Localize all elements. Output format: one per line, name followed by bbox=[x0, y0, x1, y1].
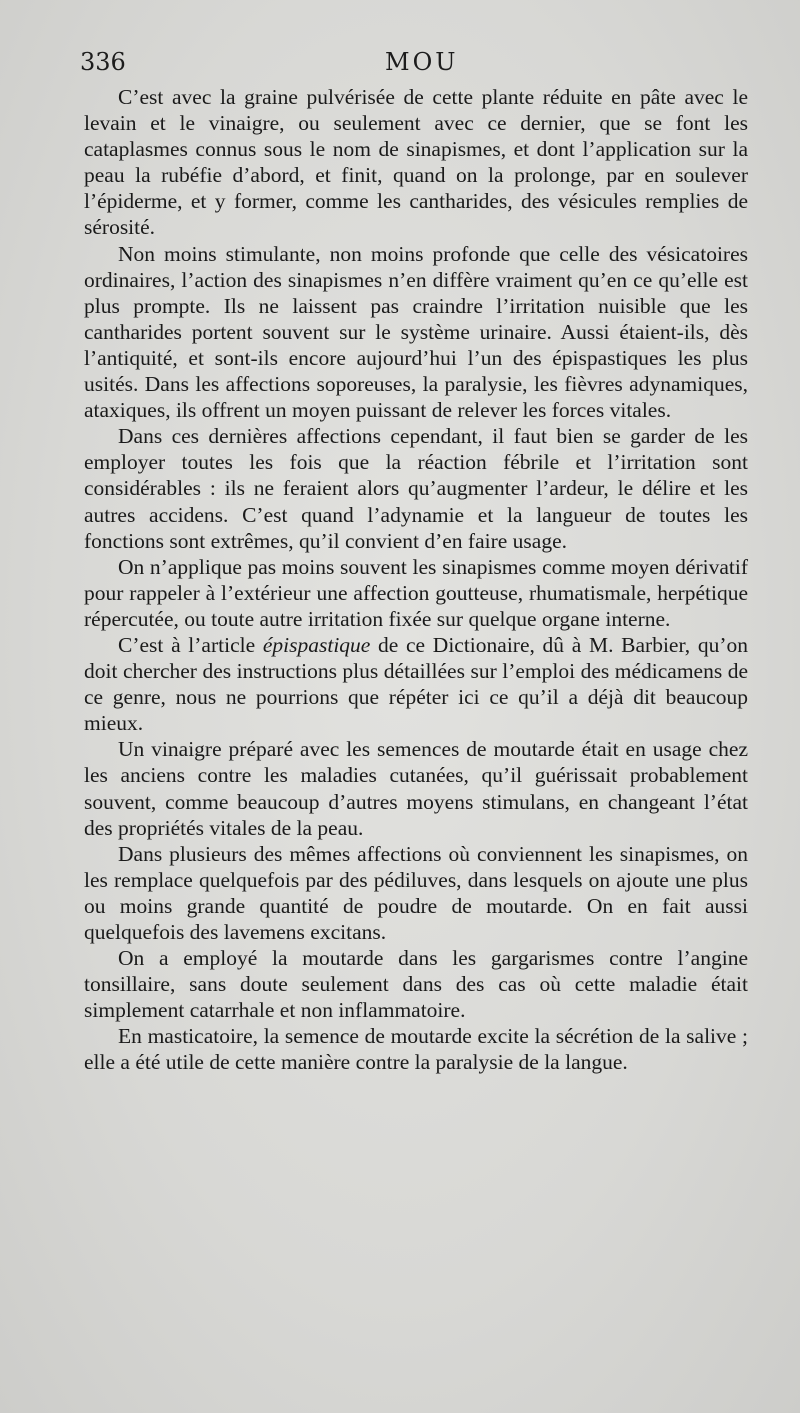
page-number: 336 bbox=[80, 48, 126, 76]
paragraph-3: Dans ces dernières affections cependant, il faut bien se garder de les employer toutes les fois que la réaction fébrile et l’irritation sont considérables : ils ne feraient alors qu’augmenter l’ardeur, le délire et les autres accidens. C’est quand l’adynamie et la langueur de toutes les fonctions sont extrêmes, qu’il convient d’en faire usage. bbox=[84, 424, 748, 553]
paragraph-5 bbox=[84, 632, 748, 736]
paragraph-9: En masticatoire, la semence de moutarde excite la sécrétion de la salive ; elle a été utile de cette manière contre la paralysie de la langue. bbox=[84, 1024, 748, 1075]
paragraph-4: On n’applique pas moins souvent les sinapismes comme moyen dérivatif pour rappeler à l’extérieur une affection goutteuse, rhumatismale, herpétique répercutée, ou toute autre irritation fixée sur quelque organe interne. bbox=[84, 554, 748, 631]
paragraph-1: C’est avec la graine pulvérisée de cette plante réduite en pâte avec le levain et le vinaigre, ou seulement avec ce dernier, que se font les cataplasmes connus sous le nom de sinapismes, et dont l’application sur la peau la rubéfie d’abord, et finit, quand on la prolonge, par en soulever l’épiderme, et y former, comme les cantharides, des vésicules remplies de sérosité. bbox=[84, 85, 748, 240]
paragraph-6: Un vinaigre préparé avec les semences de moutarde était en usage chez les anciens contre les maladies cutanées, qu’il guérissait probablement souvent, comme beaucoup d’autres moyens stimulans, en changeant l’état des propriétés vitales de la peau. bbox=[84, 737, 748, 840]
paragraph-2: Non moins stimulante, non moins profonde que celle des vésicatoires ordinaires, l’action des sinapismes n’en diffère vraiment qu’en ce qu’elle est plus prompte. Ils ne laissent pas craindre l’irritation nuisible que les cantharides portent souvent sur le système urinaire. Aussi étaient-ils, dès l’antiquité, et sont-ils encore aujourd’hui l’un des épispastiques les plus usités. Dans les affections soporeuses, la paralysie, les fièvres adynamiques, ataxiques, ils offrent un moyen puissant de relever les forces vitales. bbox=[84, 241, 748, 423]
paragraph-5-end: de ce Dictionaire, dû à M. Barbier, qu’on doit chercher des instructions plus détaillées sur l’emploi des médicamens de ce genre, nous ne pourrions que répéter ici ce qu’il a déjà dit beaucoup mieux. bbox=[84, 632, 748, 736]
running-head: MOU bbox=[385, 48, 459, 76]
italic-term: épispastique bbox=[262, 632, 371, 657]
page-header bbox=[80, 48, 750, 82]
paragraph-8: On a employé la moutarde dans les gargarismes contre l’angine tonsillaire, sans doute seulement dans des cas où cette maladie était simplement catarrhale et non inflammatoire. bbox=[84, 946, 748, 1023]
paragraph-5-start: C’est à l’article bbox=[118, 632, 263, 657]
body-text bbox=[84, 84, 748, 1076]
paragraph-7: Dans plusieurs des mêmes affections où conviennent les sinapismes, on les remplace quelquefois par des pédiluves, dans lesquels on ajoute une plus ou moins grande quantité de poudre de moutarde. On en fait aussi quelquefois des lavemens excitans. bbox=[84, 841, 748, 944]
